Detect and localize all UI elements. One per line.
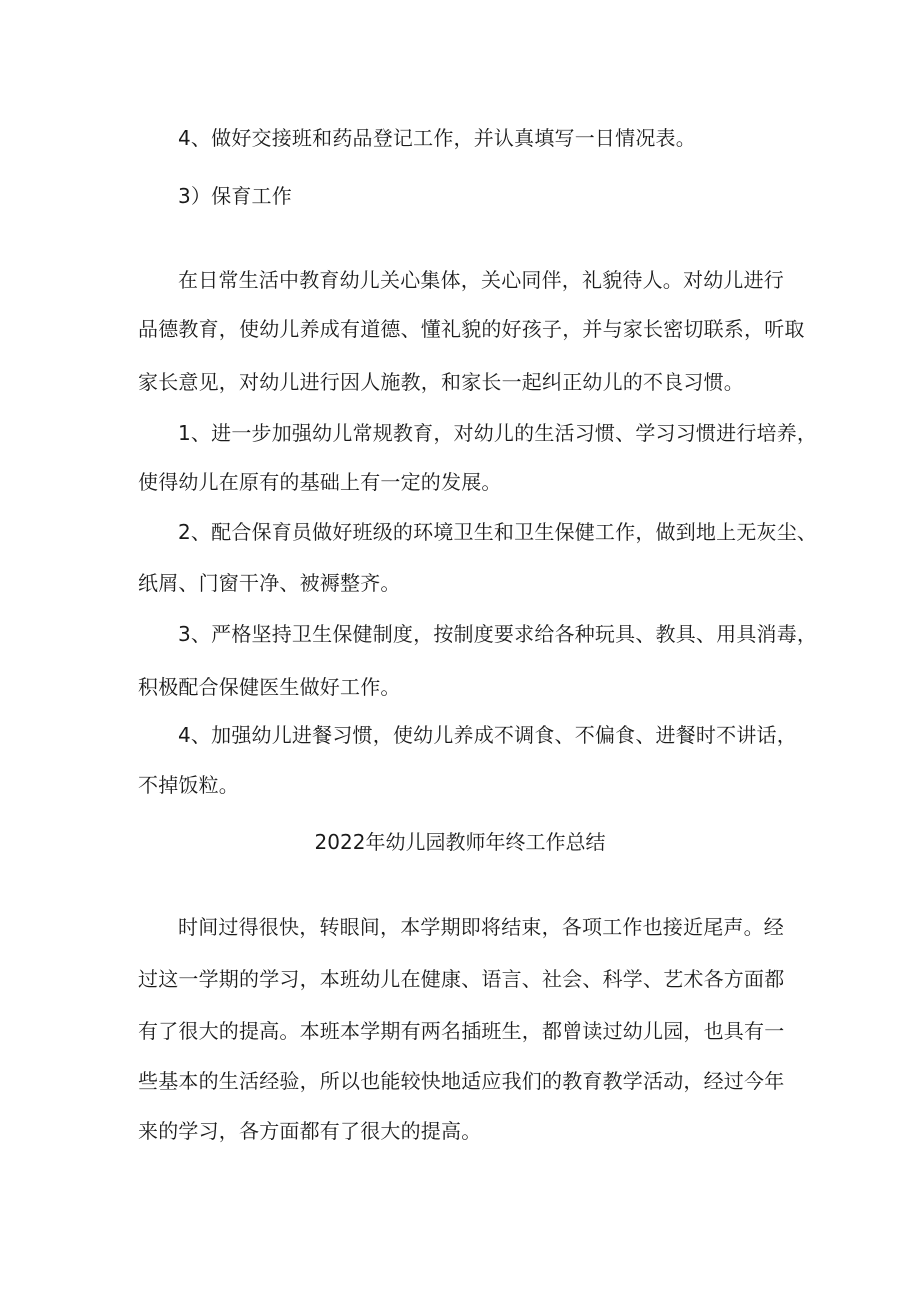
list-item-line: 4、加强幼儿进餐习惯，使幼儿养成不调食、不偏食、进餐时不讲话， bbox=[178, 723, 797, 747]
list-item-line: 纸屑、门窗干净、被褥整齐。 bbox=[138, 571, 401, 595]
list-item-line: 1、进一步加强幼儿常规教育，对幼儿的生活习惯、学习习惯进行培养， bbox=[178, 421, 818, 445]
paragraph-line: 些基本的生活经验，所以也能较快地适应我们的教育教学活动，经过今年 bbox=[138, 1069, 785, 1093]
paragraph-line: 过这一学期的学习，本班幼儿在健康、语言、社会、科学、艺术各方面都 bbox=[138, 967, 785, 991]
list-item-line: 不掉饭粒。 bbox=[138, 773, 239, 797]
paragraph-line: 有了很大的提高。本班本学期有两名插班生，都曾读过幼儿园，也具有一 bbox=[138, 1019, 785, 1043]
paragraph-line: 时间过得很快，转眼间，本学期即将结束，各项工作也接近尾声。经 bbox=[178, 915, 784, 939]
list-item-line: 使得幼儿在原有的基础上有一定的发展。 bbox=[138, 470, 502, 494]
list-item-line: 3、严格坚持卫生保健制度，按制度要求给各种玩具、教具、用具消毒， bbox=[178, 622, 818, 646]
document-title: 2022年幼儿园教师年终工作总结 bbox=[314, 830, 606, 854]
paragraph-line: 品德教育，使幼儿养成有道德、懂礼貌的好孩子，并与家长密切联系，听取 bbox=[138, 317, 805, 341]
paragraph-line: 家长意见，对幼儿进行因人施教，和家长一起纠正幼儿的不良习惯。 bbox=[138, 370, 744, 394]
paragraph-line: 来的学习，各方面都有了很大的提高。 bbox=[138, 1119, 482, 1143]
list-item-line: 2、配合保育员做好班级的环境卫生和卫生保健工作，做到地上无灰尘、 bbox=[178, 520, 818, 544]
paragraph-line: 在日常生活中教育幼儿关心集体，关心同伴，礼貌待人。对幼儿进行 bbox=[178, 268, 784, 292]
section-heading-care: 3）保育工作 bbox=[178, 184, 292, 208]
list-item-4-duty: 4、做好交接班和药品登记工作，并认真填写一日情况表。 bbox=[178, 126, 696, 150]
list-item-line: 积极配合保健医生做好工作。 bbox=[138, 675, 401, 699]
